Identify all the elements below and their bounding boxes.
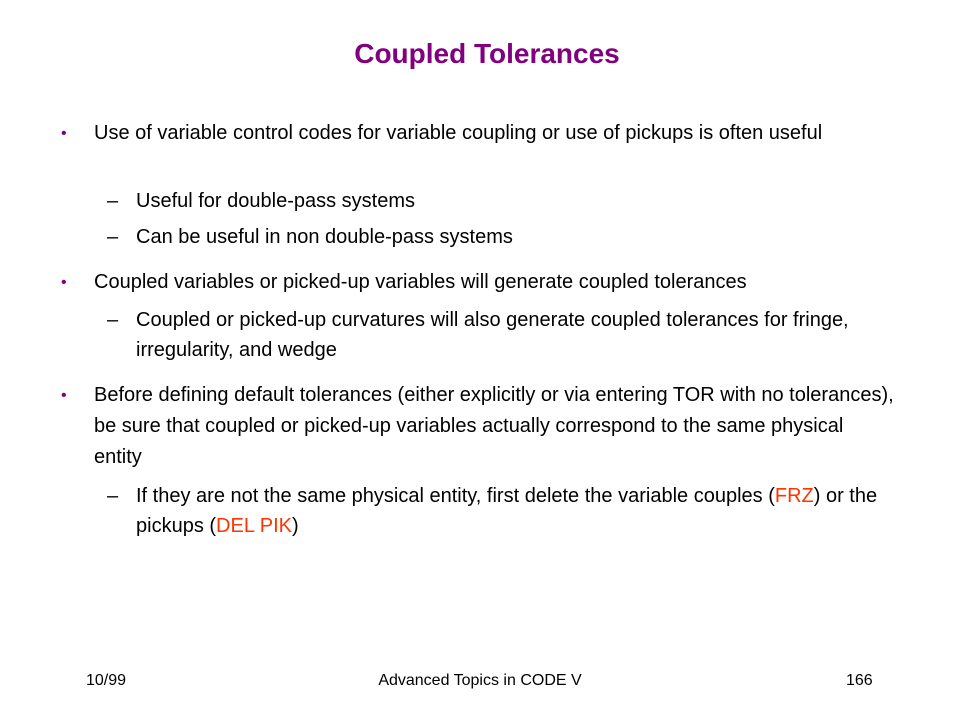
bullet-2-sub-1: Coupled or picked-up curvatures will also generate coupled tolerances for fringe, irregularity, and wedge: [136, 309, 849, 361]
bullet-marker: •: [61, 387, 67, 404]
sub-text-middle: ) or the pickups (: [136, 485, 878, 537]
bullet-3-text: Before defining default tolerances (either explicitly or via entering TOR with no tolerances), be sure that coupled or picked-up variables actually correspond to the same physical entity: [94, 384, 894, 468]
footer-date: 10/99: [86, 672, 127, 689]
bullet-marker: •: [61, 125, 67, 142]
footer-page-number: 166: [846, 672, 873, 689]
dash-marker: –: [107, 485, 119, 507]
bullet-marker: •: [61, 274, 67, 291]
slide-title: Coupled Tolerances: [354, 38, 620, 69]
bullet-1-sub-2: Can be useful in non double-pass systems: [136, 226, 513, 248]
bullet-3-sub-1: [136, 481, 916, 541]
bullet-1-text: Use of variable control codes for variable coupling or use of pickups is often useful: [94, 122, 823, 144]
bullet-1-sub-1: Useful for double-pass systems: [136, 190, 416, 212]
code-del-pik: DEL PIK: [216, 515, 292, 537]
sub-text-after: ): [292, 515, 299, 537]
sub-text-before: If they are not the same physical entity, first delete the variable couples (: [136, 485, 775, 507]
dash-marker: –: [107, 190, 119, 212]
bullet-2-text: Coupled variables or picked-up variables will generate coupled tolerances: [94, 271, 747, 293]
dash-marker: –: [107, 309, 119, 331]
code-frz: FRZ: [774, 485, 814, 507]
footer-course-title: Advanced Topics in CODE V: [378, 672, 582, 689]
dash-marker: –: [107, 226, 119, 248]
